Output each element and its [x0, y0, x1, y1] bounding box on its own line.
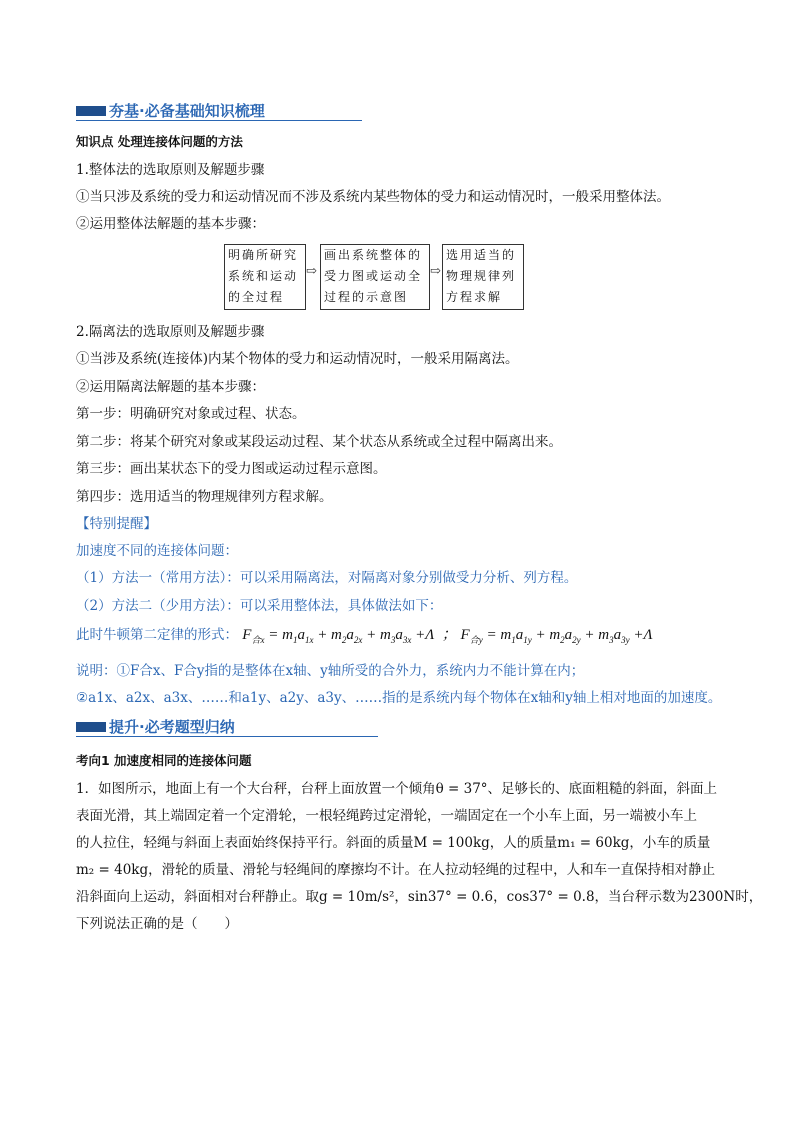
flow-text: 明确所研究: [228, 248, 299, 262]
tip-line: 说明：①F合x、F合y指的是整体在x轴、y轴所受的合外力，系统内力不能计算在内；: [76, 663, 585, 679]
flow-text: 的全过程: [228, 290, 285, 304]
tip-formula-line: [76, 626, 653, 649]
heading-bar-decoration: [76, 722, 106, 732]
direction-title: 考向1 加速度相同的连接体问题: [76, 753, 252, 768]
question-line: 下列说法正确的是（ ）: [76, 916, 238, 932]
heading-underline: [76, 736, 378, 737]
tip-line: （1）方法一（常用方法）：可以采用隔离法，对隔离对象分别做受力分析、列方程。: [76, 570, 578, 586]
question-line: 沿斜面向上运动，斜面相对台秤静止。取g = 10m/s²，sin37° = 0.6，cos37° = 0.8，当台秤示数为2300N时，: [76, 889, 763, 905]
question-line: m₂ = 40kg，滑轮的质量、滑轮与轻绳间的摩擦均不计。在人拉动轻绳的过程中，人和车一直保持相对静止: [76, 862, 716, 878]
flow-text: 物理规律列: [446, 269, 517, 283]
flow-text: 方程求解: [446, 290, 503, 304]
heading-bar-decoration: [76, 106, 106, 116]
flow-arrow-icon: ⇨: [306, 264, 317, 279]
paragraph: ①当涉及系统(连接体)内某个物体的受力和运动情况时，一般采用隔离法。: [76, 351, 519, 367]
knowledge-point-title: 知识点 处理连接体问题的方法: [76, 134, 243, 149]
tip-line: 加速度不同的连接体问题：: [76, 543, 238, 559]
flow-text: 画出系统整体的: [324, 248, 423, 262]
question-line: 1．如图所示，地面上有一个大台秤，台秤上面放置一个倾角θ = 37°、足够长的、底面粗糙的斜面，斜面上: [76, 781, 718, 797]
section-title: 夯基·必备基础知识梳理: [109, 102, 265, 120]
paragraph: ②运用整体法解题的基本步骤：: [76, 216, 265, 232]
flow-box-step2: [320, 244, 430, 310]
flow-text: 过程的示意图: [324, 290, 409, 304]
tip-line: ②a1x、a2x、a3x、……和a1y、a2y、a3y、……指的是系统内每个物体在x轴和y轴上相对地面的加速度。: [76, 690, 722, 706]
subheading-isolation-method: 2.隔离法的选取原则及解题步骤: [76, 324, 265, 340]
section-title: 提升·必考题型归纳: [109, 718, 235, 736]
question-line: 的人拉住，轻绳与斜面上表面始终保持平行。斜面的质量M = 100kg，人的质量m₁ = 60kg，小车的质量: [76, 835, 711, 851]
flow-text: 系统和运动: [228, 269, 299, 283]
step-2: 第二步：将某个研究对象或某段运动过程、某个状态从系统或全过程中隔离出来。: [76, 434, 562, 450]
flow-box-step3: [442, 244, 524, 310]
step-1: 第一步：明确研究对象或过程、状态。: [76, 406, 306, 422]
question-line: 表面光滑，其上端固定着一个定滑轮，一根轻绳跨过定滑轮，一端固定在一个小车上面，另一端被小车上: [76, 808, 697, 824]
flow-text: 受力图或运动全: [324, 269, 423, 283]
heading-underline: [76, 120, 362, 121]
subheading-whole-method: 1.整体法的选取原则及解题步骤: [76, 162, 265, 178]
formula-prefix: 此时牛顿第二定律的形式：: [76, 627, 238, 643]
paragraph: ②运用隔离法解题的基本步骤：: [76, 379, 265, 395]
step-3: 第三步：画出某状态下的受力图或运动过程示意图。: [76, 461, 387, 477]
step-4: 第四步：选用适当的物理规律列方程求解。: [76, 489, 333, 505]
newton-second-law-formula: $F_{合x} = m_1a_{1x} + m_2a_{2x} + m_3a_{3x} +\Lambda$ ； $F_{合y} = m_1a_{1y} + m_2a_{2y} + m_3a_{3y} +\Lambda$: [242, 627, 653, 645]
flow-text: 选用适当的: [446, 248, 517, 262]
flow-box-step1: [224, 244, 306, 310]
paragraph: ①当只涉及系统的受力和运动情况而不涉及系统内某些物体的受力和运动情况时，一般采用整体法。: [76, 189, 670, 205]
tip-line: （2）方法二（少用方法）：可以采用整体法，具体做法如下：: [76, 598, 443, 614]
tip-title: 【特别提醒】: [76, 516, 157, 532]
question-1: [76, 776, 763, 938]
flow-arrow-icon: ⇨: [430, 264, 441, 279]
